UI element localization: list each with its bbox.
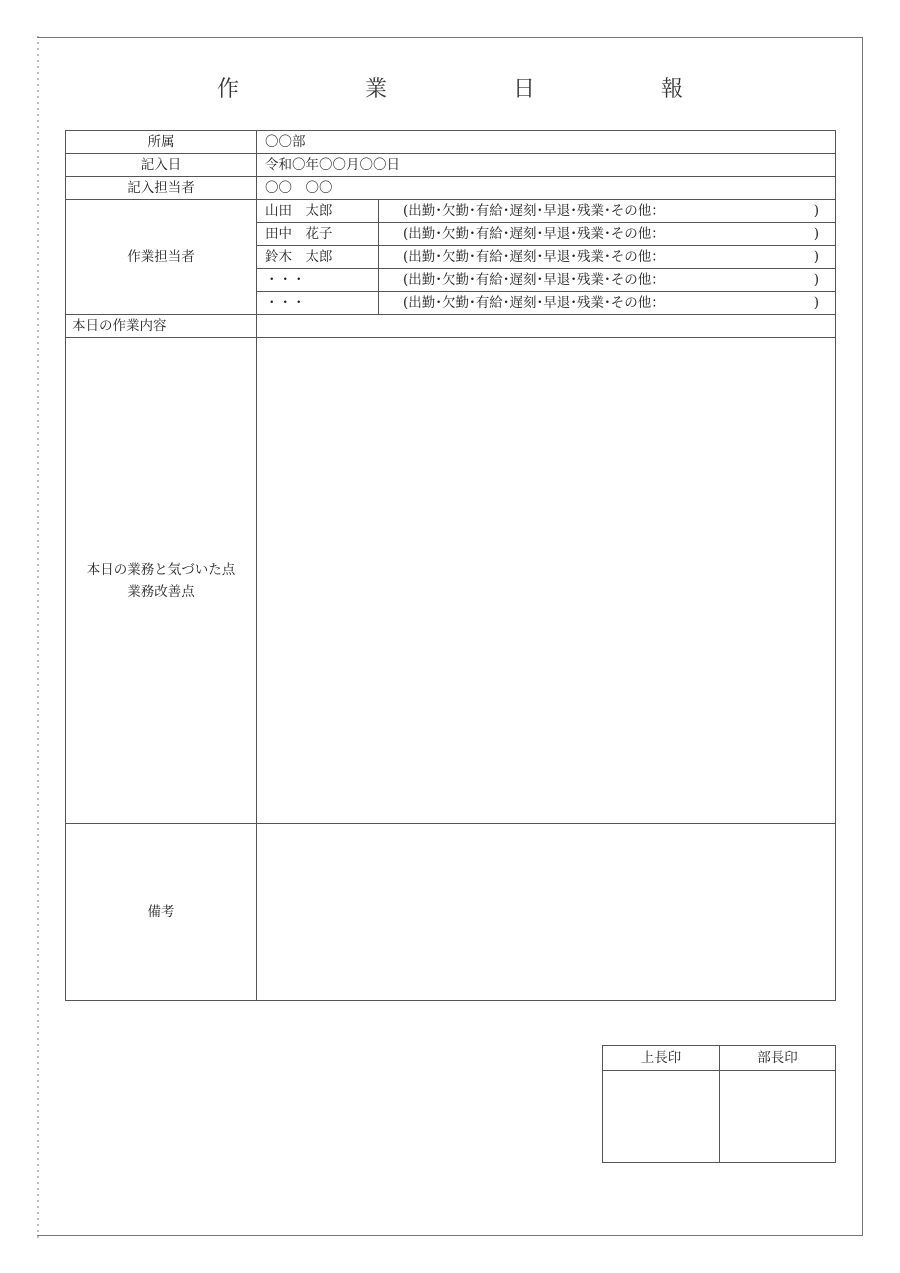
worker-status-close: ) xyxy=(813,295,819,311)
row-affiliation xyxy=(66,131,836,154)
row-entry-date xyxy=(66,154,836,177)
worker-name-field[interactable]: ・・・ xyxy=(257,292,379,315)
worker-status-close: ) xyxy=(813,249,819,265)
worker-status-close: ) xyxy=(813,272,819,288)
worker-status-options: (出勤･欠勤･有給･遅刻･早退･残業･その他： xyxy=(403,226,665,242)
manager-stamp-box[interactable] xyxy=(720,1071,836,1163)
entry-person-label: 記入担当者 xyxy=(66,177,257,200)
row-worker-1 xyxy=(66,200,836,223)
worker-name-field[interactable]: 山田 太郎 xyxy=(257,200,379,223)
entry-date-label: 記入日 xyxy=(66,154,257,177)
report-form-table xyxy=(65,130,836,1001)
work-content-field[interactable] xyxy=(257,315,836,338)
worker-status-close: ) xyxy=(813,226,819,242)
worker-status-field[interactable] xyxy=(379,292,836,315)
entry-person-field[interactable]: 〇〇 〇〇 xyxy=(257,177,836,200)
affiliation-field[interactable]: 〇〇部 xyxy=(257,131,836,154)
row-work-content xyxy=(66,315,836,338)
remarks-label: 備考 xyxy=(66,824,257,1001)
worker-status-field[interactable] xyxy=(379,200,836,223)
row-notes xyxy=(66,338,836,824)
supervisor-stamp-label: 上長印 xyxy=(603,1046,720,1071)
work-content-label: 本日の作業内容 xyxy=(66,315,257,338)
page-title: 作 業 日 報 xyxy=(216,77,735,102)
notes-label xyxy=(66,338,257,824)
approval-stamp-table xyxy=(602,1045,836,1163)
entry-date-field[interactable]: 令和〇年〇〇月〇〇日 xyxy=(257,154,836,177)
worker-name-field[interactable]: 鈴木 太郎 xyxy=(257,246,379,269)
supervisor-stamp-box[interactable] xyxy=(603,1071,720,1163)
manager-stamp-label: 部長印 xyxy=(720,1046,836,1071)
worker-name-field[interactable]: ・・・ xyxy=(257,269,379,292)
row-remarks xyxy=(66,824,836,1001)
notes-field[interactable] xyxy=(257,338,836,824)
worker-status-options: (出勤･欠勤･有給･遅刻･早退･残業･その他： xyxy=(403,249,665,265)
remarks-field[interactable] xyxy=(257,824,836,1001)
worker-status-field[interactable] xyxy=(379,246,836,269)
affiliation-label: 所属 xyxy=(66,131,257,154)
row-entry-person xyxy=(66,177,836,200)
worker-status-close: ) xyxy=(813,203,819,219)
workers-label: 作業担当者 xyxy=(66,200,257,315)
notes-label-line2: 業務改善点 xyxy=(127,583,195,600)
worker-status-options: (出勤･欠勤･有給･遅刻･早退･残業･その他： xyxy=(403,203,665,219)
worker-status-options: (出勤･欠勤･有給･遅刻･早退･残業･その他： xyxy=(403,295,665,311)
worker-status-options: (出勤･欠勤･有給･遅刻･早退･残業･その他： xyxy=(403,272,665,288)
notes-label-line1: 本日の業務と気づいた点 xyxy=(86,561,236,578)
worker-status-field[interactable] xyxy=(379,223,836,246)
worker-name-field[interactable]: 田中 花子 xyxy=(257,223,379,246)
worker-status-field[interactable] xyxy=(379,269,836,292)
